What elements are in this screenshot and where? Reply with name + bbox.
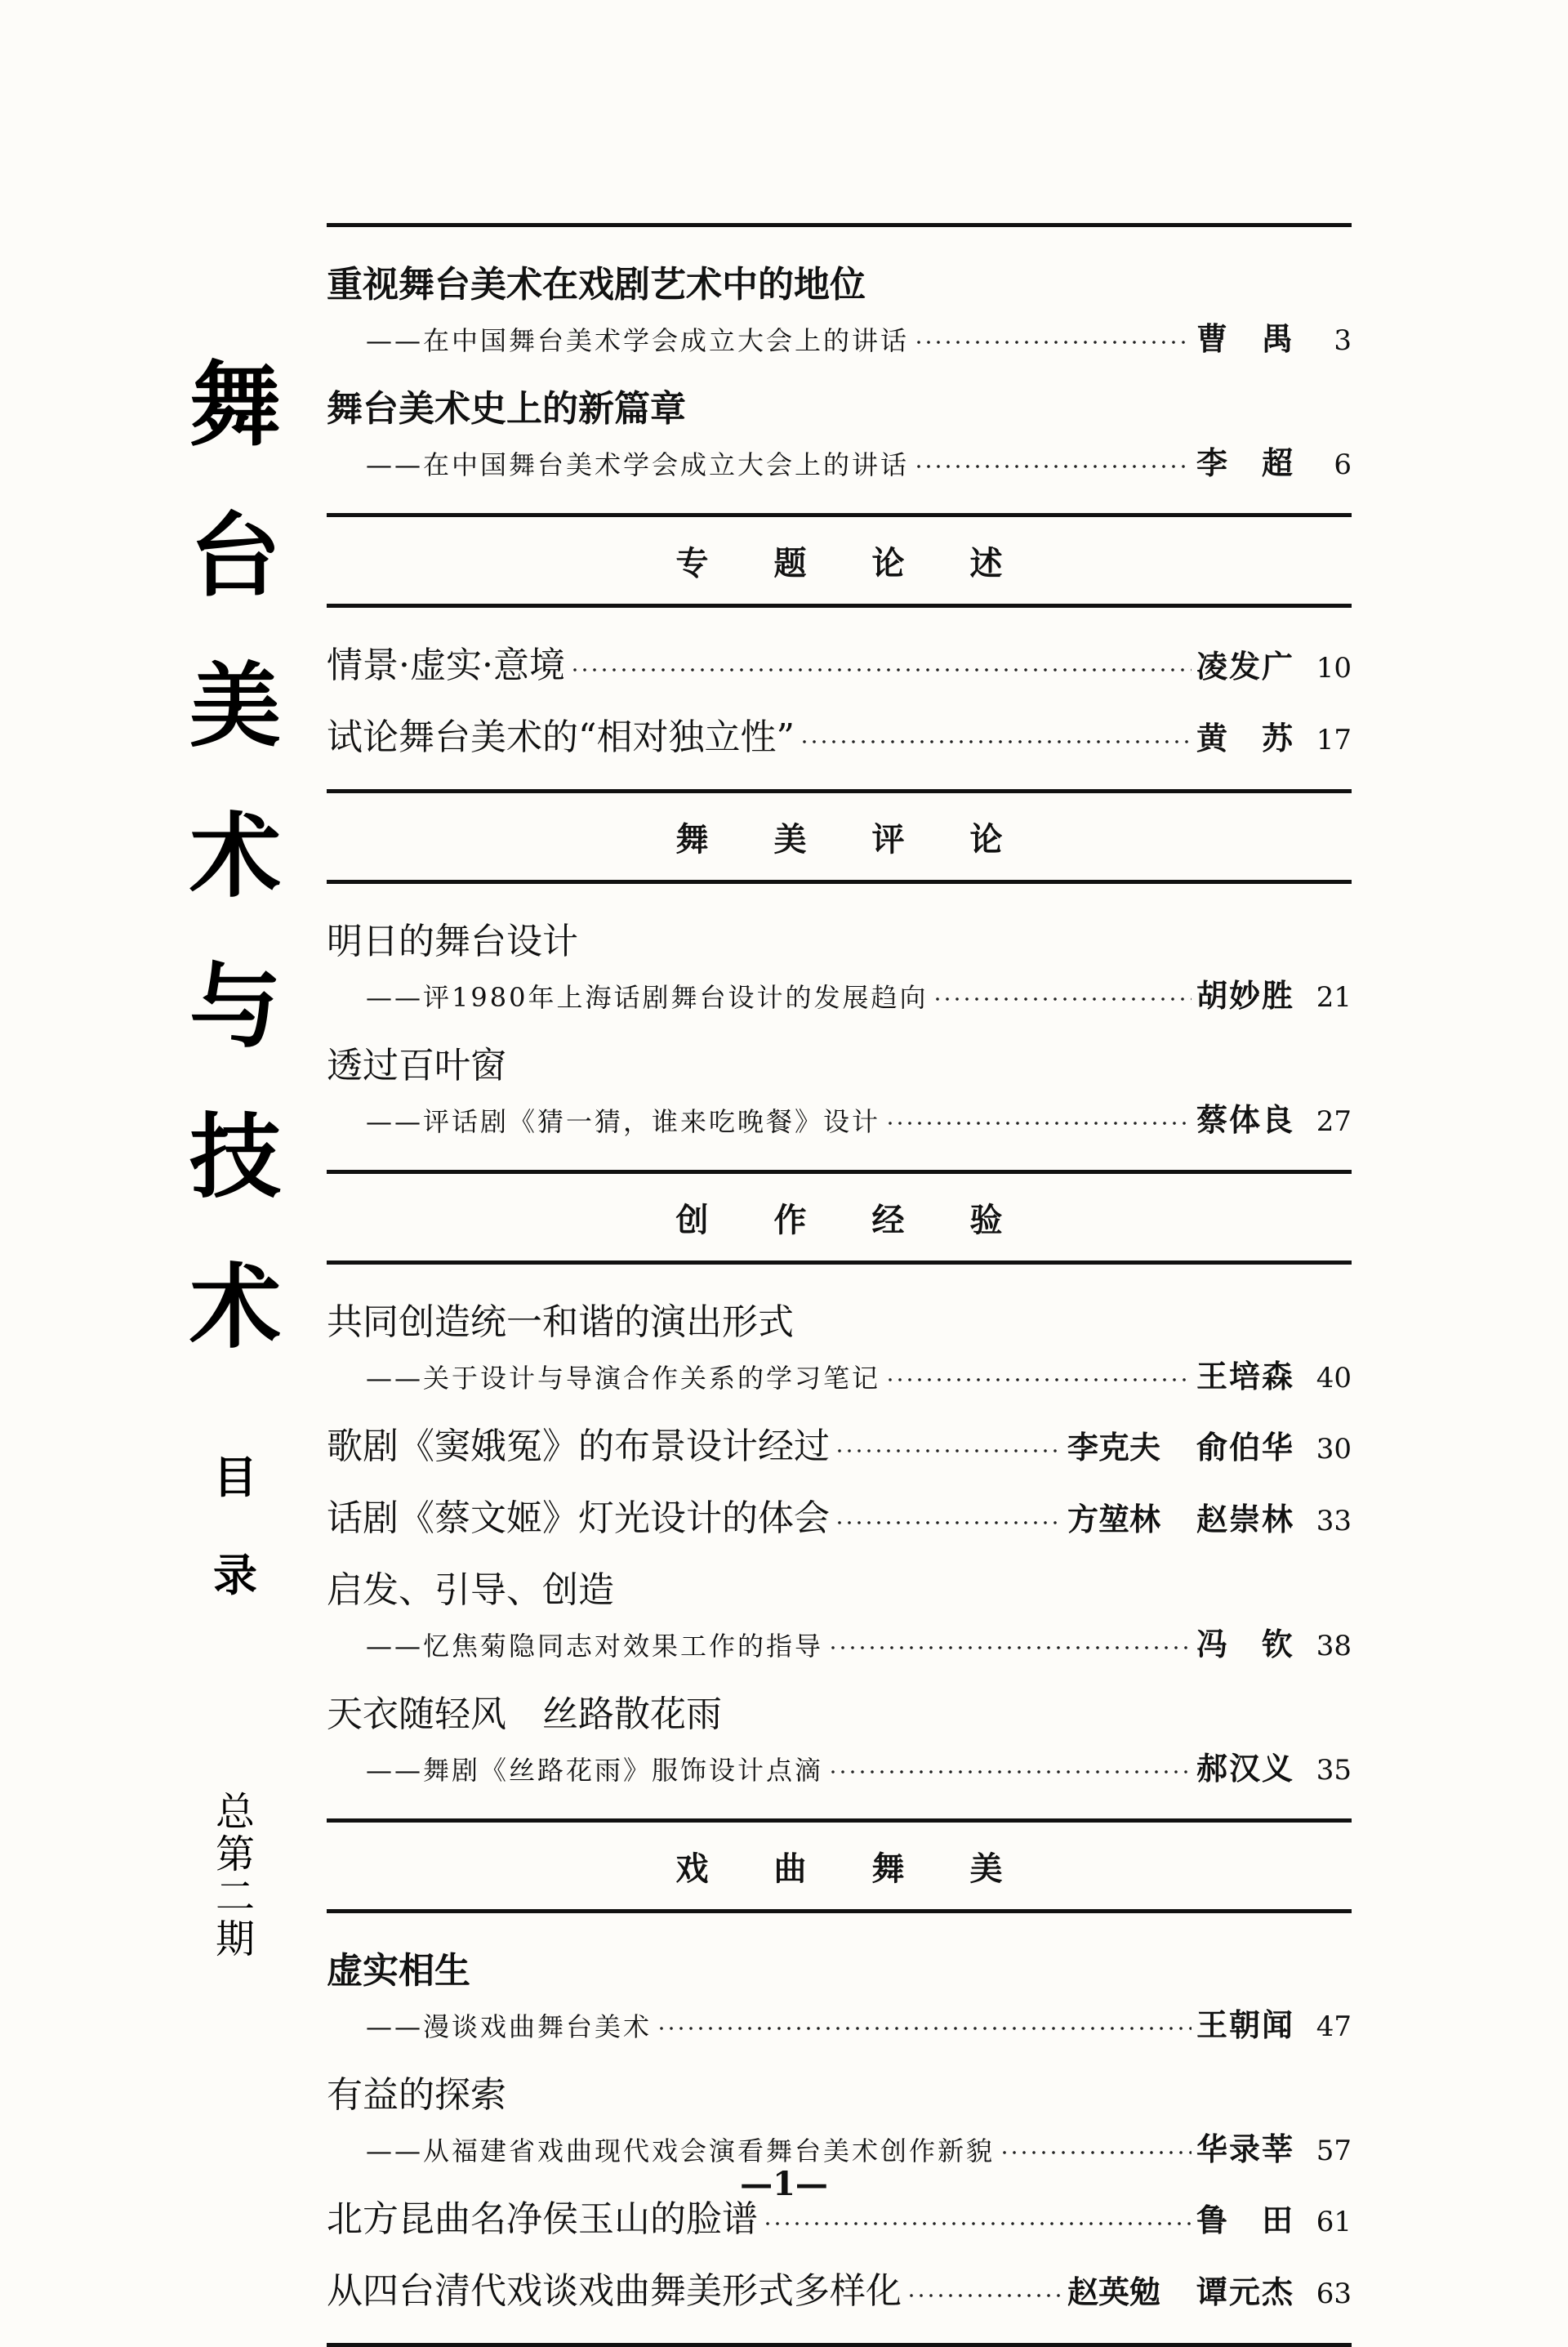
entry-author: 方堃林 [1067,1501,1160,1537]
title-char: 台 [189,502,281,609]
entry-title: 虚实相生 [327,1950,470,1992]
toc-entry[interactable] [327,366,1352,490]
entry-author: 冯 钦 [1196,1626,1293,1662]
entry-title-row [327,1562,1352,1619]
toc-entry[interactable] [327,2248,1352,2320]
dot-leader [835,1448,1062,1453]
section-entries [327,1265,1352,1818]
entry-title: 共同创造统一和谐的演出形式 [327,1301,794,1343]
dot-leader [914,464,1192,469]
entry-author: 赵英勉 [1067,2273,1160,2310]
entry-title-row [327,381,1352,438]
dot-leader [906,2293,1062,2298]
section-heading: 创作经验 [675,1200,1068,1239]
page-number: —1— [740,2165,828,2203]
section-heading: 戏曲舞美 [675,1849,1068,1888]
dot-leader [800,739,1192,744]
entry-title: 歌剧《窦娥冤》的布景设计经过 [327,1426,830,1467]
entry-page: 47 [1316,2010,1352,2043]
entry-page: 40 [1316,1362,1352,1394]
section-entries [327,608,1352,789]
entry-title: 天衣随轻风 丝路散花雨 [327,1693,722,1735]
issue-char: 期 [215,1916,255,1962]
entry-subtitle: ——漫谈戏曲舞台美术 [366,2011,653,2042]
entry-title: 有益的探索 [327,2074,506,2116]
entry-coauthor: 谭元杰 [1196,2273,1293,2310]
entry-subtitle-row [327,438,1352,490]
issue-char: 第 [215,1832,255,1877]
entry-coauthor: 俞伯华 [1196,1429,1293,1466]
entry-author: 鲁 田 [1196,2202,1293,2238]
dot-leader [835,1520,1062,1525]
entry-title: 情景·虚实·意境 [327,645,565,686]
title-char: 美 [189,653,281,760]
dot-leader [933,997,1192,1002]
entry-author: 蔡体良 [1196,1101,1293,1138]
toc-entry[interactable] [327,622,1352,694]
entry-title: 话剧《蔡文姬》灯光设计的体会 [327,1497,830,1539]
section-heading: 专题论述 [675,543,1068,582]
dot-leader [763,2221,1192,2226]
entry-subtitle: ——忆焦菊隐同志对效果工作的指导 [366,1631,824,1662]
entry-title-row [327,1943,1352,2000]
entry-subtitle: ——舞剧《丝路花雨》服饰设计点滴 [366,1755,824,1786]
entry-subtitle-row [327,1619,1352,1671]
dot-leader [885,1121,1192,1126]
entry-subtitle: ——从福建省戏曲现代戏会演看舞台美术创作新貌 [366,2135,996,2166]
issue-char: 总 [215,1789,255,1835]
toc-entry[interactable] [327,1403,1352,1475]
entry-author: 王培森 [1196,1358,1293,1394]
entry-subtitle: ——评话剧《猜一猜，谁来吃晚餐》设计 [366,1106,881,1137]
entry-subtitle-row [327,2000,1352,2052]
entry-page: 27 [1316,1105,1352,1138]
entry-page: 61 [1316,2206,1352,2238]
entry-title-row [327,2067,1352,2124]
entry-title-row [327,913,1352,970]
section-entries [327,884,1352,1170]
dot-leader [570,667,1192,672]
toc-entry[interactable] [327,1547,1352,1671]
entry-author: 李 超 [1196,444,1293,481]
entry-title: 从四台清代戏谈戏曲舞美形式多样化 [327,2270,902,2312]
toc-entry[interactable] [327,1475,1352,1547]
entry-title: 明日的舞台设计 [327,921,578,962]
dot-leader [914,340,1192,345]
entry-title-row [327,709,1352,766]
toc-entry[interactable] [327,1928,1352,2052]
entry-title: 重视舞台美术在戏剧艺术中的地位 [327,264,866,306]
entry-title: 启发、引导、创造 [327,1569,614,1611]
magazine-title [186,331,284,1383]
entry-subtitle: ——关于设计与导演合作关系的学习笔记 [366,1363,881,1394]
toc-entry[interactable] [327,694,1352,766]
entry-page: 17 [1316,724,1352,756]
title-char: 与 [189,953,281,1060]
toc-entry[interactable] [327,242,1352,366]
entry-page: 38 [1316,1630,1352,1662]
entry-page: 57 [1316,2135,1352,2167]
entry-title: 透过百叶窗 [327,1045,506,1086]
section-heading: 舞美评论 [675,819,1068,859]
title-char: 术 [189,803,281,910]
contents-char: 录 [213,1549,257,1601]
entry-author: 黄 苏 [1196,720,1293,756]
entry-author: 凌发广 [1196,648,1293,685]
contents-label [186,1428,284,1624]
entry-title-row [327,1490,1352,1547]
dot-leader [885,1377,1192,1382]
entry-page: 30 [1316,1433,1352,1466]
toc-entry[interactable] [327,899,1352,1023]
entry-title: 北方昆曲名净侯玉山的脸谱 [327,2198,758,2240]
entry-author: 王朝闻 [1196,2006,1293,2043]
toc-entry[interactable] [327,1279,1352,1403]
entry-subtitle-row [327,314,1352,366]
toc-entry[interactable] [327,1671,1352,1796]
dot-leader [1000,2150,1192,2155]
issue-label [198,1791,272,1961]
entry-page: 63 [1316,2278,1352,2310]
issue-char: 二 [215,1874,255,1920]
entry-page: 33 [1316,1505,1352,1537]
entry-title-row [327,2263,1352,2320]
entry-subtitle: ——评1980年上海话剧舞台设计的发展趋向 [366,982,929,1013]
title-char: 术 [189,1254,281,1361]
entry-subtitle-row [327,1351,1352,1403]
dot-leader [828,1769,1192,1774]
entry-title-row [327,637,1352,694]
divider-rule [327,2343,1352,2347]
entry-subtitle: ——在中国舞台美术学会成立大会上的讲话 [366,325,910,356]
dot-leader [828,1645,1192,1650]
entry-title-row [327,257,1352,314]
title-char: 技 [189,1104,281,1211]
entry-subtitle-row [327,1095,1352,1147]
entry-subtitle-row [327,970,1352,1023]
entry-coauthor: 赵崇林 [1196,1501,1293,1537]
entry-title: 舞台美术史上的新篇章 [327,388,686,430]
entry-title-row [327,1686,1352,1743]
entry-title-row [327,1418,1352,1475]
entry-author: 郝汉义 [1196,1750,1293,1787]
lead-articles [327,227,1352,513]
toc-entry[interactable] [327,2052,1352,2176]
entry-subtitle: ——在中国舞台美术学会成立大会上的讲话 [366,449,910,480]
entry-author: 李克夫 [1067,1429,1160,1466]
entry-page: 21 [1316,981,1352,1014]
toc-entry[interactable] [327,1023,1352,1147]
entry-page: 3 [1334,324,1352,357]
entry-title-row [327,1037,1352,1095]
entry-subtitle-row [327,1743,1352,1796]
section-entries [327,1913,1352,2343]
entry-page: 6 [1334,448,1352,481]
entry-page: 35 [1316,1754,1352,1787]
contents-char: 目 [213,1451,257,1503]
entry-author: 曹 禺 [1196,320,1293,357]
table-of-contents [327,223,1352,2347]
entry-author: 胡妙胜 [1196,977,1293,1014]
entry-author: 华录莘 [1196,2131,1293,2167]
entry-page: 10 [1316,652,1352,685]
entry-title-row [327,1294,1352,1351]
title-char: 舞 [189,352,281,459]
dot-leader [657,2026,1192,2031]
entry-title: 试论舞台美术的“相对独立性” [327,716,795,758]
